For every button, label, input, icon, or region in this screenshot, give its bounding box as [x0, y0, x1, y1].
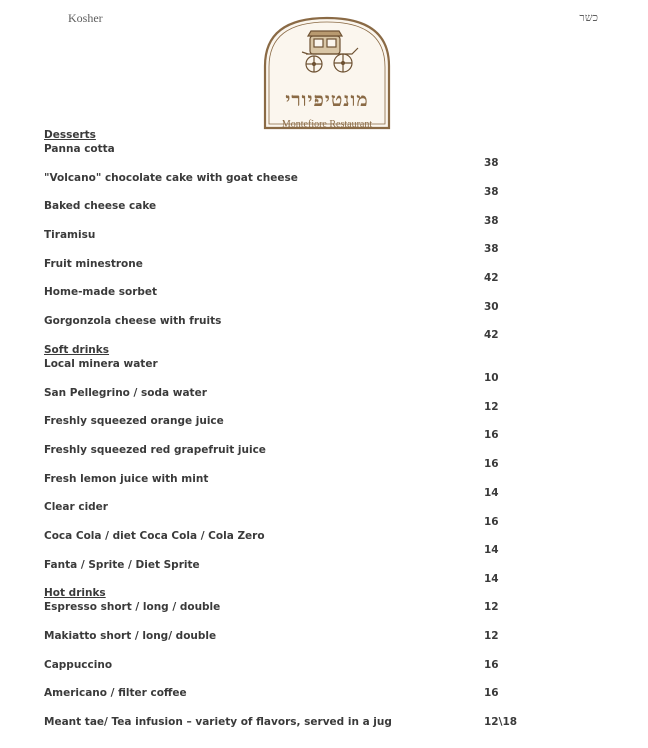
kosher-label-en: Kosher: [68, 11, 103, 25]
item-name: Gorgonzola cheese with fruits: [44, 315, 222, 328]
menu-item: [44, 199, 564, 228]
menu-item: [44, 500, 564, 529]
item-name: Panna cotta: [44, 143, 115, 155]
menu-item: [44, 629, 564, 658]
item-price: 38: [484, 157, 499, 170]
item-name: Local minera water: [44, 357, 158, 370]
item-name: Fruit minestrone: [44, 257, 143, 270]
item-name: Freshly squeezed red grapefruit juice: [44, 443, 266, 456]
item-name: Espresso short / long / double: [44, 601, 221, 614]
item-name: Baked cheese cake: [44, 200, 157, 213]
menu-item: [44, 386, 564, 415]
section-hot-drinks: [44, 586, 564, 743]
item-name: Cappuccino: [44, 658, 113, 671]
menu-item: [44, 558, 564, 587]
item-price: 38: [484, 185, 499, 198]
item-price: 12: [484, 601, 499, 614]
item-name: San Pellegrino / soda water: [44, 386, 207, 399]
menu-item: [44, 142, 564, 171]
item-price: 30: [484, 300, 499, 313]
item-price: 14: [484, 486, 499, 499]
item-price: 16: [484, 458, 499, 471]
item-name: Home-made sorbet: [44, 286, 158, 299]
section-desserts: [44, 128, 564, 343]
section-title: Soft drinks: [44, 343, 110, 356]
item-name: Meant tae/ Tea infusion – variety of flavors, served in a jug: [44, 716, 392, 729]
item-price: 38: [484, 243, 499, 256]
menu-item: [44, 228, 564, 257]
kosher-label-he: כשר: [579, 11, 598, 24]
section-title: Desserts: [44, 129, 96, 141]
item-price: 16: [484, 515, 499, 528]
menu-item: [44, 686, 564, 715]
menu-item: [44, 357, 564, 386]
menu-item: [44, 285, 564, 314]
menu-item: [44, 472, 564, 501]
item-name: Fanta / Sprite / Diet Sprite: [44, 558, 200, 571]
item-price: 16: [484, 429, 499, 442]
item-name: Americano / filter coffee: [44, 687, 187, 700]
item-price: 14: [484, 572, 499, 585]
item-name: Makiatto short / long/ double: [44, 630, 217, 642]
item-price: 42: [484, 329, 499, 342]
item-name: "Volcano" chocolate cake with goat cheese: [44, 171, 298, 184]
section-title: Hot drinks: [44, 587, 106, 600]
menu-item: [44, 600, 564, 629]
menu-list: [44, 128, 564, 744]
logo-frame: [262, 16, 392, 130]
menu-item: [44, 171, 564, 200]
item-price: 12: [484, 630, 499, 642]
menu-item: [44, 257, 564, 286]
item-name: Clear cider: [44, 501, 108, 514]
item-name: Tiramisu: [44, 229, 96, 242]
menu-item: [44, 658, 564, 687]
item-price: 42: [484, 272, 499, 285]
item-price: 16: [484, 687, 499, 700]
item-price: 38: [484, 214, 499, 227]
logo-name-english: Montefiore Restaurant: [281, 119, 373, 130]
logo-name-hebrew: מונטיפיורי: [285, 89, 369, 111]
menu-item: [44, 314, 564, 343]
item-name: Coca Cola / diet Coca Cola / Cola Zero: [44, 529, 265, 542]
item-price: 12\18: [484, 716, 518, 729]
menu-item: [44, 443, 564, 472]
item-name: Fresh lemon juice with mint: [44, 472, 209, 485]
menu-item: [44, 715, 564, 744]
item-name: Freshly squeezed orange juice: [44, 415, 224, 428]
menu-item: [44, 529, 564, 558]
item-price: 12: [484, 400, 499, 413]
item-price: 10: [484, 372, 499, 385]
item-price: 16: [484, 658, 499, 671]
restaurant-logo: [262, 16, 392, 130]
menu-item: [44, 414, 564, 443]
item-price: 14: [484, 544, 499, 557]
section-soft-drinks: [44, 343, 564, 587]
